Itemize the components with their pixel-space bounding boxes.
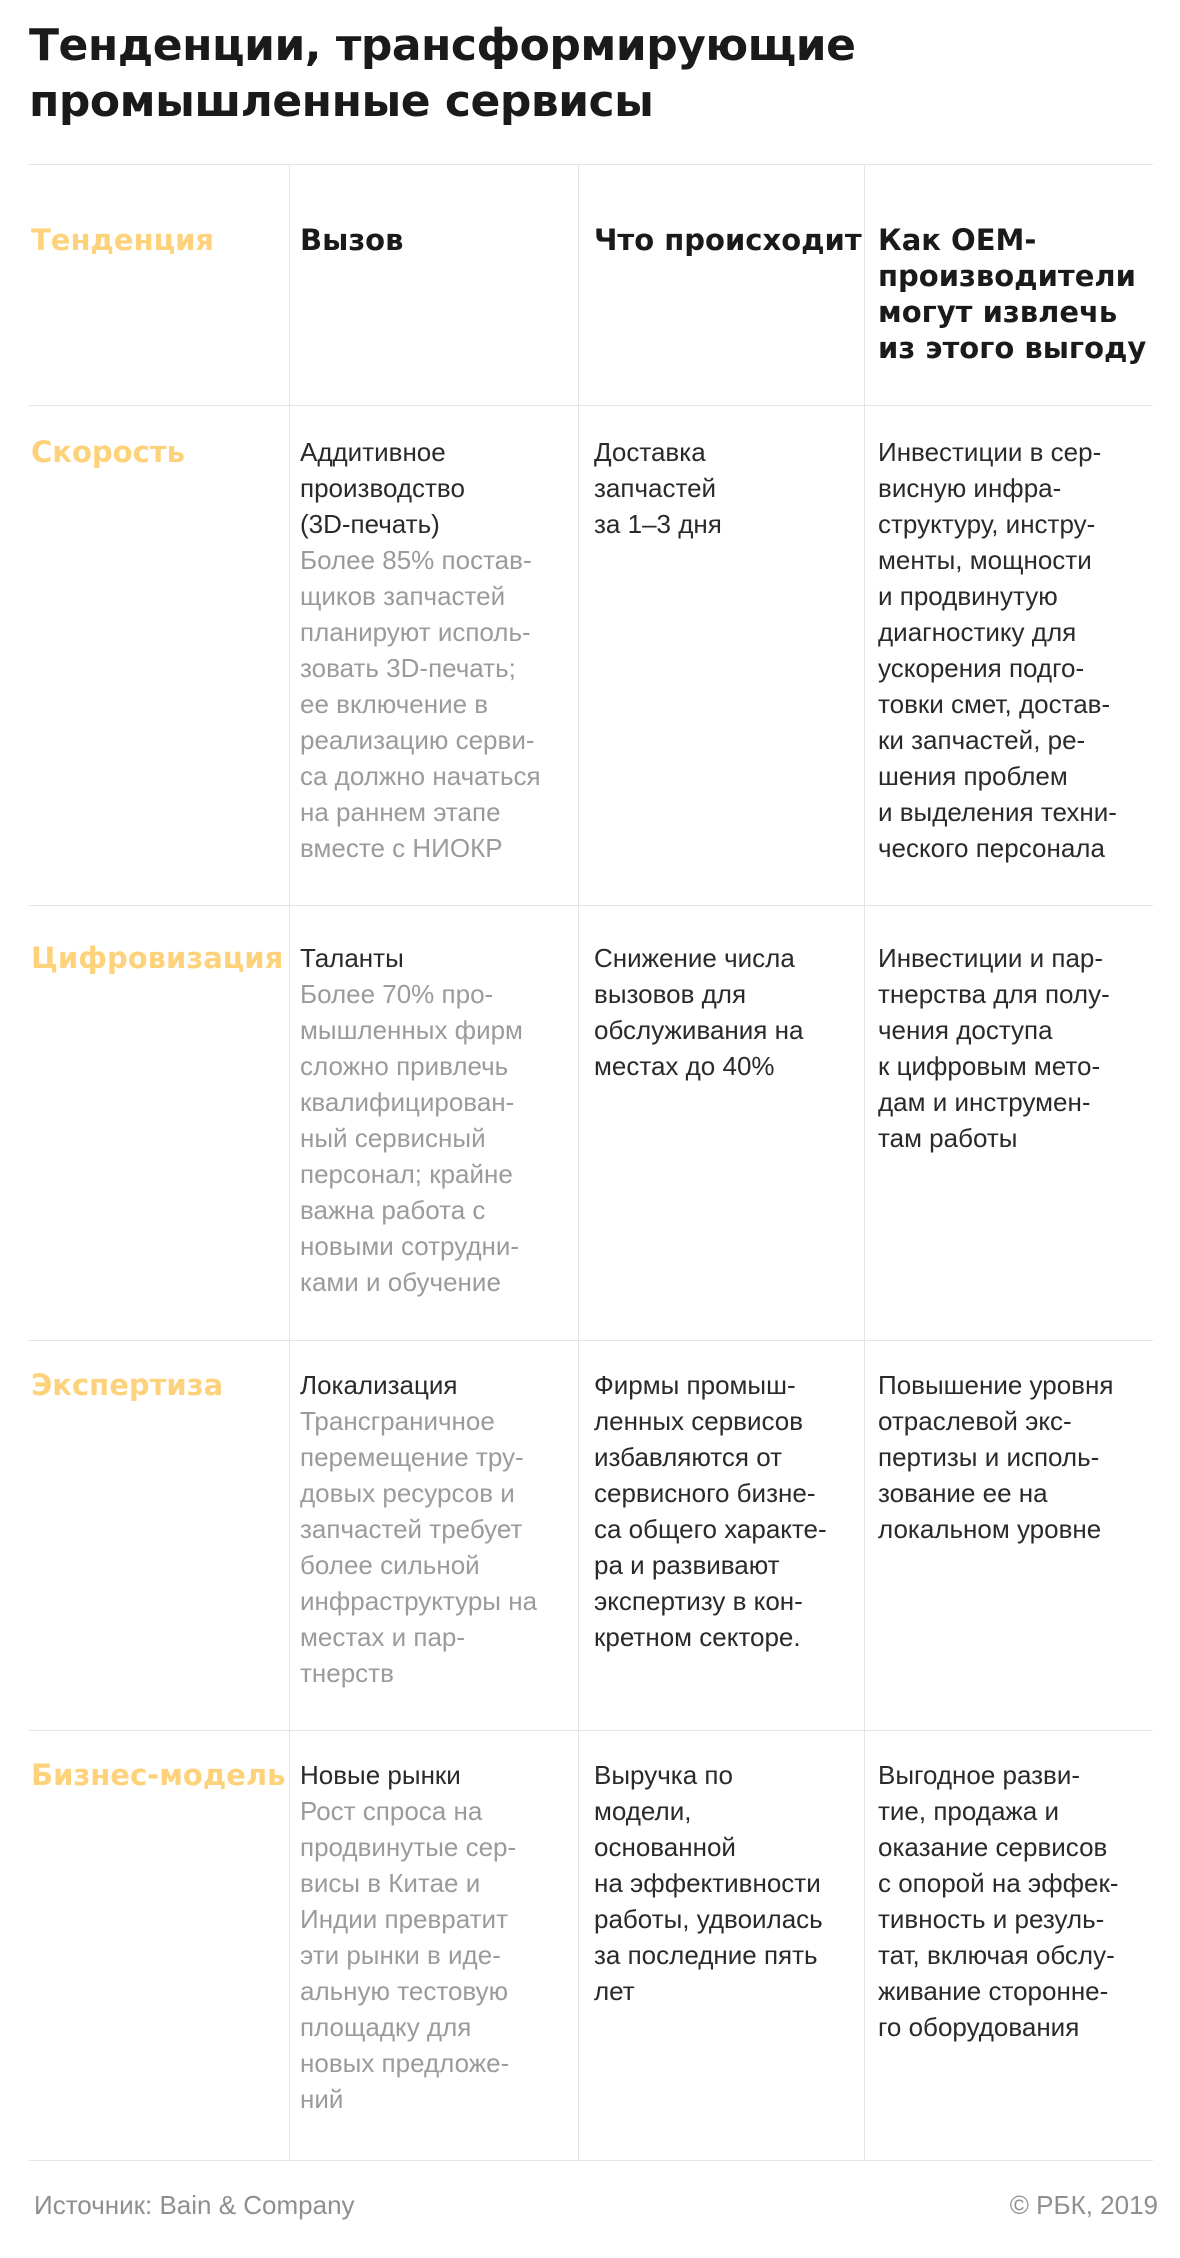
happening-line: кретном секторе.	[594, 1622, 801, 1652]
challenge-text-line: сложно привлечь	[300, 1051, 509, 1081]
challenge-text-line: продвинутые сер-	[300, 1832, 517, 1862]
challenge-title-line: Таланты	[300, 943, 404, 973]
challenge-text-line: на раннем этапе	[300, 797, 501, 827]
title-line: промышленные сервисы	[29, 76, 654, 127]
copyright: © РБК, 2019	[1009, 2190, 1158, 2220]
oem-line: тие, продажа и	[878, 1796, 1059, 1826]
challenge-text-line: зовать 3D-печать;	[300, 653, 516, 683]
oem-line: и продвинутую	[878, 581, 1058, 611]
oem-line: Инвестиции в сер-	[878, 437, 1102, 467]
challenge-text-line: Более 85% постав-	[300, 545, 532, 575]
happening-line: за 1–3 дня	[594, 509, 722, 539]
oem-line: отраслевой экс-	[878, 1406, 1072, 1436]
happening-line: лет	[594, 1976, 635, 2006]
challenge-text-line: перемещение тру-	[300, 1442, 524, 1472]
challenge-text-line: са должно начаться	[300, 761, 541, 791]
oem-line: диагностику для	[878, 617, 1077, 647]
oem-line: к цифровым мето-	[878, 1051, 1101, 1081]
row-happening	[594, 1367, 866, 1655]
oem-line: ки запчастей, ре-	[878, 725, 1086, 755]
header-trend: Тенденция	[31, 223, 215, 257]
challenge-text-line: ный сервисный	[300, 1123, 486, 1153]
happening-line: Снижение числа	[594, 943, 795, 973]
challenge-text-line: ее включение в	[300, 689, 489, 719]
happening-line: обслуживания на	[594, 1015, 804, 1045]
row-challenge	[300, 434, 582, 866]
oem-line: дам и инструмен-	[878, 1087, 1091, 1117]
oem-line: ускорения подго-	[878, 653, 1085, 683]
happening-line: ленных сервисов	[594, 1406, 804, 1436]
row-trend: Экспертиза	[31, 1368, 224, 1402]
oem-line: тнерства для полу-	[878, 979, 1110, 1009]
happening-line: избавляются от	[594, 1442, 783, 1472]
challenge-text-line: реализацию серви-	[300, 725, 535, 755]
happening-line: ра и развивают	[594, 1550, 780, 1580]
divider	[29, 905, 1153, 906]
challenge-text-line: запчастей требует	[300, 1514, 523, 1544]
row-oem	[878, 1757, 1160, 2045]
challenge-text-line: тнерств	[300, 1658, 394, 1688]
row-oem	[878, 1367, 1160, 1547]
divider	[29, 1340, 1153, 1341]
oem-line: го оборудования	[878, 2012, 1080, 2042]
header-happening: Что происходит	[594, 223, 862, 257]
challenge-text-line: новыми сотрудни-	[300, 1231, 520, 1261]
row-happening	[594, 940, 866, 1084]
divider	[29, 164, 1153, 165]
source-note: Источник: Bain & Company	[34, 2190, 355, 2220]
challenge-text-line: Рост спроса на	[300, 1796, 483, 1826]
oem-line: висную инфра-	[878, 473, 1062, 503]
oem-line: пертизы и исполь-	[878, 1442, 1100, 1472]
page-title	[29, 18, 1149, 130]
happening-line: модели,	[594, 1796, 692, 1826]
challenge-text-line: мышленных фирм	[300, 1015, 523, 1045]
row-challenge	[300, 1367, 582, 1691]
challenge-text-line: висы в Китае и	[300, 1868, 481, 1898]
row-challenge	[300, 1757, 582, 2117]
challenge-text-line: ками и обучение	[300, 1267, 501, 1297]
divider	[29, 405, 1153, 406]
divider	[29, 1730, 1153, 1731]
row-challenge	[300, 940, 582, 1300]
happening-line: Доставка	[594, 437, 706, 467]
challenge-title-line: (3D-печать)	[300, 509, 440, 539]
happening-line: работы, удвоилась	[594, 1904, 823, 1934]
divider	[29, 2160, 1153, 2161]
oem-line: Выгодное разви-	[878, 1760, 1081, 1790]
oem-line: там работы	[878, 1123, 1018, 1153]
challenge-text-line: квалифицирован-	[300, 1087, 515, 1117]
challenge-text-line: вместе с НИОКР	[300, 833, 503, 863]
oem-line: менты, мощности	[878, 545, 1092, 575]
challenge-text-line: более сильной	[300, 1550, 480, 1580]
challenge-text-line: довых ресурсов и	[300, 1478, 515, 1508]
challenge-text-line: площадку для	[300, 2012, 472, 2042]
header-oem-line: из этого выгоду	[878, 331, 1147, 365]
challenge-text-line: Трансграничное	[300, 1406, 495, 1436]
happening-line: запчастей	[594, 473, 717, 503]
oem-line: зование ее на	[878, 1478, 1048, 1508]
happening-line: основанной	[594, 1832, 736, 1862]
header-oem	[878, 222, 1153, 366]
oem-line: и выделения техни-	[878, 797, 1117, 827]
row-oem	[878, 940, 1160, 1156]
oem-line: локальном уровне	[878, 1514, 1102, 1544]
happening-line: сервисного бизне-	[594, 1478, 816, 1508]
header-oem-line: могут извлечь	[878, 295, 1118, 329]
challenge-title-line: Аддитивное	[300, 437, 446, 467]
row-trend: Скорость	[31, 435, 185, 469]
happening-line: местах до 40%	[594, 1051, 775, 1081]
oem-line: Повышение уровня	[878, 1370, 1114, 1400]
challenge-title-line: Локализация	[300, 1370, 458, 1400]
challenge-text-line: ний	[300, 2084, 344, 2114]
header-oem-line: производители	[878, 259, 1136, 293]
challenge-text-line: инфраструктуры на	[300, 1586, 538, 1616]
challenge-text-line: щиков запчастей	[300, 581, 506, 611]
row-trend: Бизнес-модель	[31, 1758, 286, 1792]
challenge-text-line: новых предложе-	[300, 2048, 510, 2078]
row-happening	[594, 434, 866, 542]
challenge-text-line: персонал; крайне	[300, 1159, 513, 1189]
happening-line: экспертизу в кон-	[594, 1586, 803, 1616]
oem-line: оказание сервисов	[878, 1832, 1108, 1862]
happening-line: Фирмы промыш-	[594, 1370, 796, 1400]
oem-line: ческого персонала	[878, 833, 1105, 863]
header-challenge: Вызов	[300, 223, 404, 257]
happening-line: вызовов для	[594, 979, 747, 1009]
challenge-text-line: важна работа с	[300, 1195, 486, 1225]
row-oem	[878, 434, 1160, 866]
challenge-text-line: Более 70% про-	[300, 979, 494, 1009]
oem-line: живание стороннe-	[878, 1976, 1109, 2006]
challenge-text-line: Индии превратит	[300, 1904, 508, 1934]
challenge-text-line: местах и пар-	[300, 1622, 466, 1652]
happening-line: Выручка по	[594, 1760, 733, 1790]
oem-line: структуру, инстру-	[878, 509, 1096, 539]
oem-line: шения проблем	[878, 761, 1068, 791]
title-line: Тенденции, трансформирующие	[29, 20, 856, 71]
challenge-title-line: производство	[300, 473, 465, 503]
happening-line: на эффективности	[594, 1868, 821, 1898]
challenge-text-line: эти рынки в иде-	[300, 1940, 501, 1970]
row-trend: Цифровизация	[31, 941, 284, 975]
happening-line: за последние пять	[594, 1940, 818, 1970]
oem-line: тивность и резуль-	[878, 1904, 1105, 1934]
oem-line: Инвестиции и пар-	[878, 943, 1104, 973]
challenge-text-line: планируют исполь-	[300, 617, 531, 647]
row-happening	[594, 1757, 866, 2009]
oem-line: с опорой на эффек-	[878, 1868, 1119, 1898]
oem-line: товки смет, достав-	[878, 689, 1111, 719]
oem-line: чения доступа	[878, 1015, 1053, 1045]
happening-line: са общего характе-	[594, 1514, 827, 1544]
challenge-text-line: альную тестовую	[300, 1976, 509, 2006]
challenge-title-line: Новые рынки	[300, 1760, 461, 1790]
header-oem-line: Как OEM-	[878, 223, 1037, 257]
oem-line: тат, включая обслу-	[878, 1940, 1115, 1970]
